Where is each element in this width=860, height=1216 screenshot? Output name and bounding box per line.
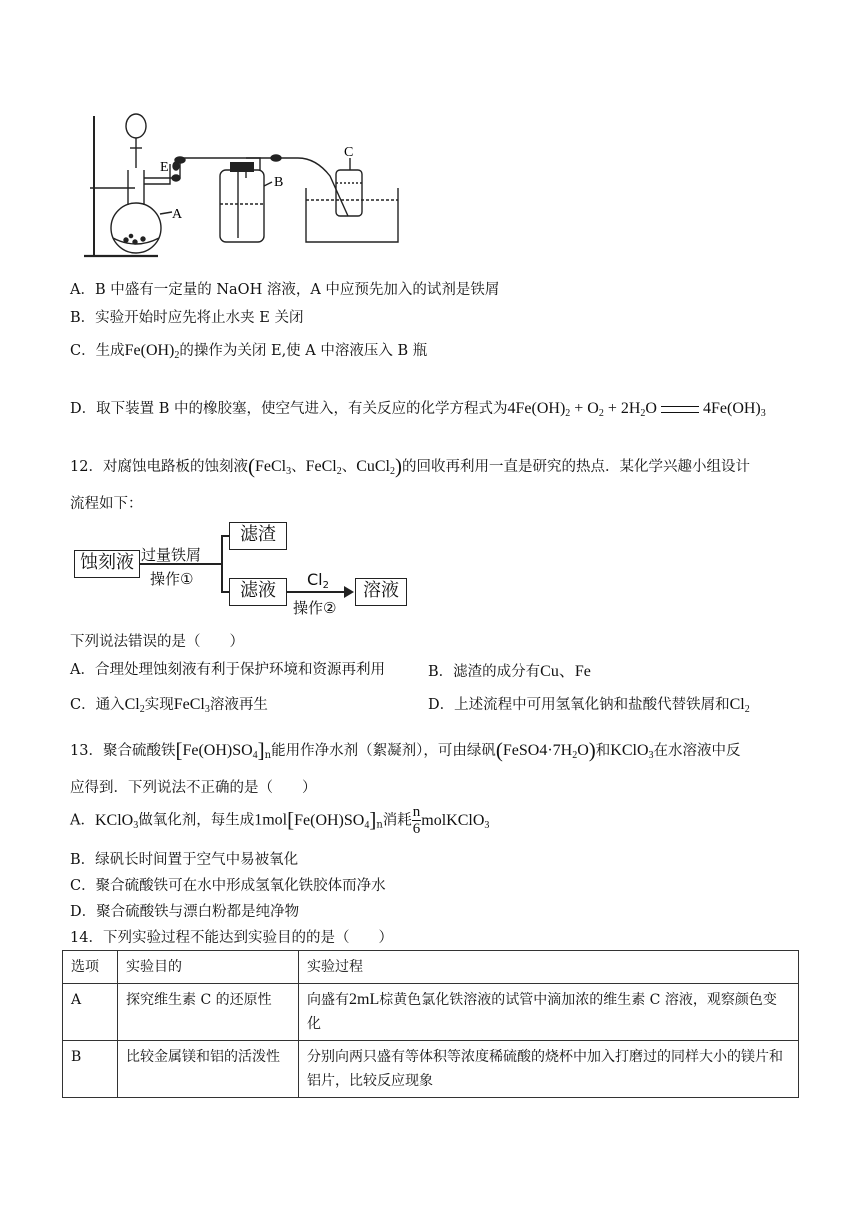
q13-stem-mid: 能用作净水剂（絮凝剂），可由绿矾	[271, 743, 496, 759]
q12-b-formula: Cu、Fe	[540, 663, 591, 680]
flow-reagent2	[307, 570, 329, 591]
q12-c-suffix: 溶液再生	[209, 697, 268, 713]
table-header: 实验目的	[118, 951, 299, 984]
q12-d-cl-sub: 2	[744, 704, 750, 715]
q11-c-formula: Fe(OH)	[124, 342, 175, 359]
q12-fecl2: FeCl	[305, 458, 337, 475]
q11-d-rhs: 4Fe(OH)	[702, 400, 761, 417]
process-post: 棕黄色氯化铁溶液的试管中滴加浓的维生素 C 溶液，观察颜色变化	[307, 992, 777, 1032]
q12-option-a: A．合理处理蚀刻液有利于保护环境和资源再利用	[70, 662, 385, 678]
table-cell-purpose: 比较金属镁和铝的活泼性	[118, 1041, 299, 1098]
table-row	[63, 1041, 799, 1098]
q12-c-fecl-sub: 3	[204, 704, 210, 715]
flow-reagent1: 过量铁屑	[141, 546, 202, 564]
q12-fecl2-sub: 2	[336, 466, 342, 477]
q13-stem: 13．聚合硫酸铁$[Fe(OH)SO_4]_n$能用作净水剂（絮凝剂），可由绿矾$(FeSO4\cdot 7H_2O)$和KClO$_3$在水溶液中反	[70, 738, 741, 762]
q13-option-d: D．聚合硫酸铁与漂白粉都是纯净物	[70, 904, 300, 920]
q13-vitriol-sub: 2	[572, 750, 578, 761]
q13-a-fraction	[412, 804, 422, 837]
q11-option-a: A．B 中盛有一定量的 NaOH 溶液，A 中应预先加入的试剂是铁屑	[70, 282, 500, 298]
flow-arrow-icon	[344, 586, 354, 598]
q11-option-b: B．实验开始时应先将止水夹 E 关闭	[70, 310, 304, 326]
q12-c-fecl: FeCl	[173, 696, 205, 713]
q13-a-end-sub: 3	[484, 819, 490, 831]
table-cell-option: B	[63, 1041, 118, 1098]
table-cell-purpose: 探究维生素 C 的还原性	[118, 984, 299, 1041]
q12-stem-prefix: 12．对腐蚀电路板的蚀刻液	[70, 459, 248, 475]
q13-a-kclo3-sub: 3	[133, 819, 139, 831]
q11-d-lhs1-sub: 2	[565, 408, 571, 419]
flow-box-start: 蚀刻液	[74, 550, 140, 578]
q11-option-c	[70, 339, 427, 361]
flow-box-residue: 滤渣	[229, 522, 287, 550]
q13-option-c: C．聚合硫酸铁可在水中形成氢氧化铁胶体而净水	[70, 878, 386, 894]
q11-d-lhs4: O	[645, 400, 657, 417]
q13-option-a: A．KClO$_3$做氧化剂，每生成$1mol[Fe(OH)SO_4]_n$消耗 $\frac{n}{6}$ molKClO$_3$	[70, 804, 490, 837]
q12-c-cl-sub: 2	[139, 704, 145, 715]
q13-poly: Fe(OH)SO	[182, 742, 253, 759]
q13-a-mid: 做氧化剂，每生成	[138, 812, 255, 829]
q12-cucl2: CuCl	[356, 458, 390, 475]
table-header-row	[63, 951, 799, 984]
flow-op2: 操作②	[293, 599, 337, 617]
q13-a-poly-sub: 4	[364, 819, 370, 831]
q13-stem-prefix: 13．聚合硫酸铁	[70, 743, 176, 759]
q11-d-prefix: D．取下装置 B 中的橡胶塞，使空气进入，有关反应的化学方程式为	[70, 401, 508, 417]
q11-d-rhs-sub: 3	[760, 408, 766, 419]
q12-stem-suffix: 的回收再利用一直是研究的热点．某化学兴趣小组设计	[402, 459, 750, 475]
process-pre: 向盛有	[307, 992, 349, 1008]
q11-d-lhs3: + 2H	[603, 400, 641, 417]
q12-c-mid: 实现	[144, 697, 174, 713]
q13-poly-n: n	[264, 750, 272, 761]
q11-d-lhs1: 4Fe(OH)	[507, 400, 566, 417]
table-cell-process: 分别向两只盛有等体积等浓度稀硫酸的烧杯中加入打磨过的同样大小的镁片和铝片，比较反应现象	[299, 1041, 799, 1098]
flow-op1: 操作①	[150, 570, 194, 588]
flow-box-solution: 溶液	[355, 578, 407, 606]
q13-a-poly: Fe(OH)SO	[294, 811, 365, 829]
q14-table	[62, 950, 799, 1098]
q13-stem-line2: 应得到．下列说法不正确的是（ ）	[70, 780, 317, 796]
table-row	[63, 984, 799, 1041]
q13-a-consume: 消耗	[382, 812, 412, 829]
q12-sep2: 、	[341, 459, 357, 475]
q13-vitriol: FeSO4·7H	[502, 742, 573, 759]
process-amount: 2mL	[349, 991, 380, 1008]
q13-kclo3-sub: 3	[648, 750, 654, 761]
table-cell-option: A	[63, 984, 118, 1041]
q12-cucl2-sub: 2	[390, 466, 395, 477]
table-header: 实验过程	[299, 951, 799, 984]
q13-a-end: molKClO	[421, 811, 485, 829]
q12-sep1: 、	[291, 459, 306, 475]
q12-c-prefix: C．通入	[70, 697, 125, 713]
q11-c-suffix: 的操作为关闭 E,使 A 中溶液压入 B 瓶	[179, 343, 428, 359]
q11-option-d	[70, 397, 766, 419]
q13-a-kclo3: KClO	[94, 811, 134, 829]
q13-poly-sub: 4	[252, 750, 258, 761]
q13-kclo3: KClO	[610, 742, 649, 759]
q13-a-mol: 1mol	[254, 811, 288, 829]
flow-cl: Cl	[307, 570, 323, 589]
q13-a-frac-num: n	[412, 804, 421, 820]
table-header: 选项	[63, 951, 118, 984]
q13-a-prefix: A．	[70, 812, 95, 829]
q12-d-cl: Cl	[729, 696, 745, 713]
q11-c-prefix: C．生成	[70, 343, 125, 359]
q12-question: 下列说法错误的是（ ）	[70, 634, 244, 650]
apparatus-figure	[80, 108, 400, 268]
q13-a-poly-n: n	[376, 819, 383, 831]
q11-d-lhs2-sub: 2	[598, 408, 604, 419]
q11-d-lhs3-sub: 2	[640, 408, 646, 419]
q14-stem: 14．下列实验过程不能达到实验目的的是（ ）	[70, 930, 393, 946]
label-a: A	[172, 207, 183, 222]
q13-option-b: B．绿矾长时间置于空气中易被氧化	[70, 852, 299, 868]
q12-stem-line2: 流程如下：	[70, 496, 143, 512]
flow-cl-sub: 2	[322, 580, 329, 591]
q13-vitriol-end: O	[577, 742, 589, 759]
q12-option-d	[428, 693, 750, 715]
q11-c-sub: 2	[174, 350, 180, 361]
label-e: E	[160, 160, 169, 175]
label-c: C	[344, 145, 354, 160]
q13-stem-suffix: 在水溶液中反	[653, 743, 741, 759]
q12-option-c	[70, 693, 268, 715]
q12-c-cl: Cl	[124, 696, 140, 713]
q12-fecl3-sub: 3	[286, 466, 292, 477]
q11-d-lhs2: + O	[570, 400, 599, 417]
flow-box-filtrate: 滤液	[229, 578, 287, 606]
q13-stem-and: 和	[595, 743, 611, 759]
q12-d-prefix: D．上述流程中可用氢氧化钠和盐酸代替铁屑和	[428, 697, 730, 713]
q12-stem: 12．对腐蚀电路板的蚀刻液(FeCl$_3$、FeCl$_2$、CuCl$_2$)的回收再利用一直是研究的热点．某化学兴趣小组设计	[70, 454, 750, 478]
q12-fecl3: FeCl	[254, 458, 287, 475]
q12-option-b	[428, 658, 591, 681]
equals-sign	[661, 406, 699, 413]
q13-a-frac-den: 6	[412, 821, 421, 837]
table-cell-process	[299, 984, 799, 1041]
q12-b-prefix: B．滤渣的成分有	[428, 664, 541, 680]
label-b: B	[274, 175, 284, 190]
